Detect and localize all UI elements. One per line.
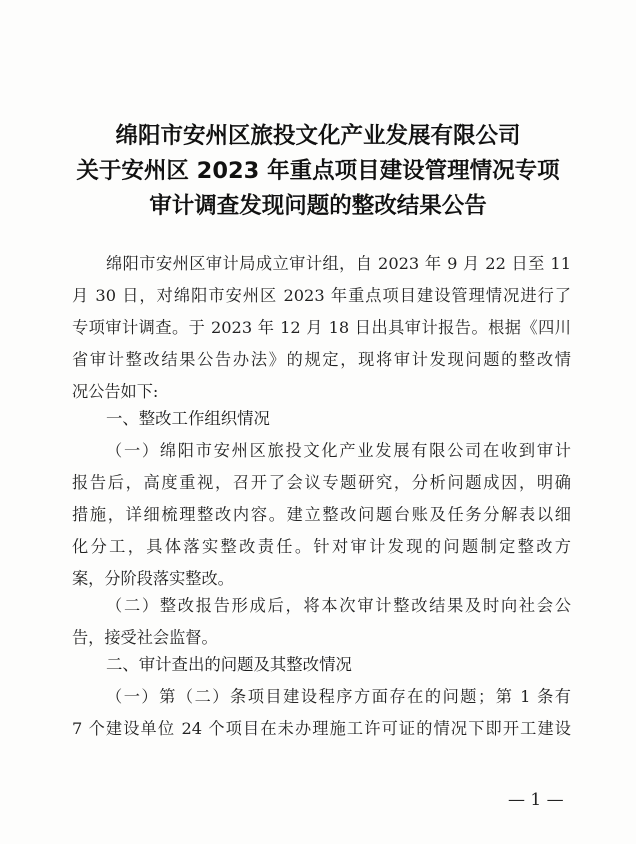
paragraph-line: 案，分阶段落实整改。 [72,569,234,588]
intro-line: 专项审计调查。于 2023 年 12 月 18 日出具审计报告。根据《四川 [72,318,571,337]
paragraph-line: （一）绵阳市安州区旅投文化产业发展有限公司在收到审计 [106,441,571,460]
document-title-line-1: 绵阳市安州区旅投文化产业发展有限公司 [115,123,521,149]
paragraph-line: （二）整改报告形成后，将本次审计整改结果及时向社会公 [106,596,571,615]
document-title-line-3: 审计调查发现问题的整改结果公告 [149,193,487,219]
paragraph-line: 7 个建设单位 24 个项目在未办理施工许可证的情况下即开工建设 [72,719,571,738]
page-number: — 1 — [508,790,564,810]
paragraph-line: 报告后，高度重视，召开了会议专题研究，分析问题成因，明确 [72,473,571,492]
intro-line: 月 30 日，对绵阳市安州区 2023 年重点项目建设管理情况进行了 [72,286,571,305]
paragraph-line: 告，接受社会监督。 [72,628,218,647]
intro-line: 况公告如下: [72,382,159,401]
document-title-line-2: 关于安州区 2023 年重点项目建设管理情况专项 [76,158,560,184]
section-heading-1: 一、整改工作组织情况 [106,409,270,428]
paragraph-line: 措施，详细梳理整改内容。建立整改问题台账及任务分解表以细 [72,505,571,524]
paragraph-line: 化分工，具体落实整改责任。针对审计发现的问题制定整改方 [72,537,571,556]
intro-line: 绵阳市安州区审计局成立审计组，自 2023 年 9 月 22 日至 11 [106,254,571,273]
paragraph-line: （一）第（二）条项目建设程序方面存在的问题；第 1 条有 [106,687,571,706]
section-heading-2: 二、审计查出的问题及其整改情况 [106,655,352,674]
intro-line: 省审计整改结果公告办法》的规定，现将审计发现问题的整改情 [72,350,571,369]
